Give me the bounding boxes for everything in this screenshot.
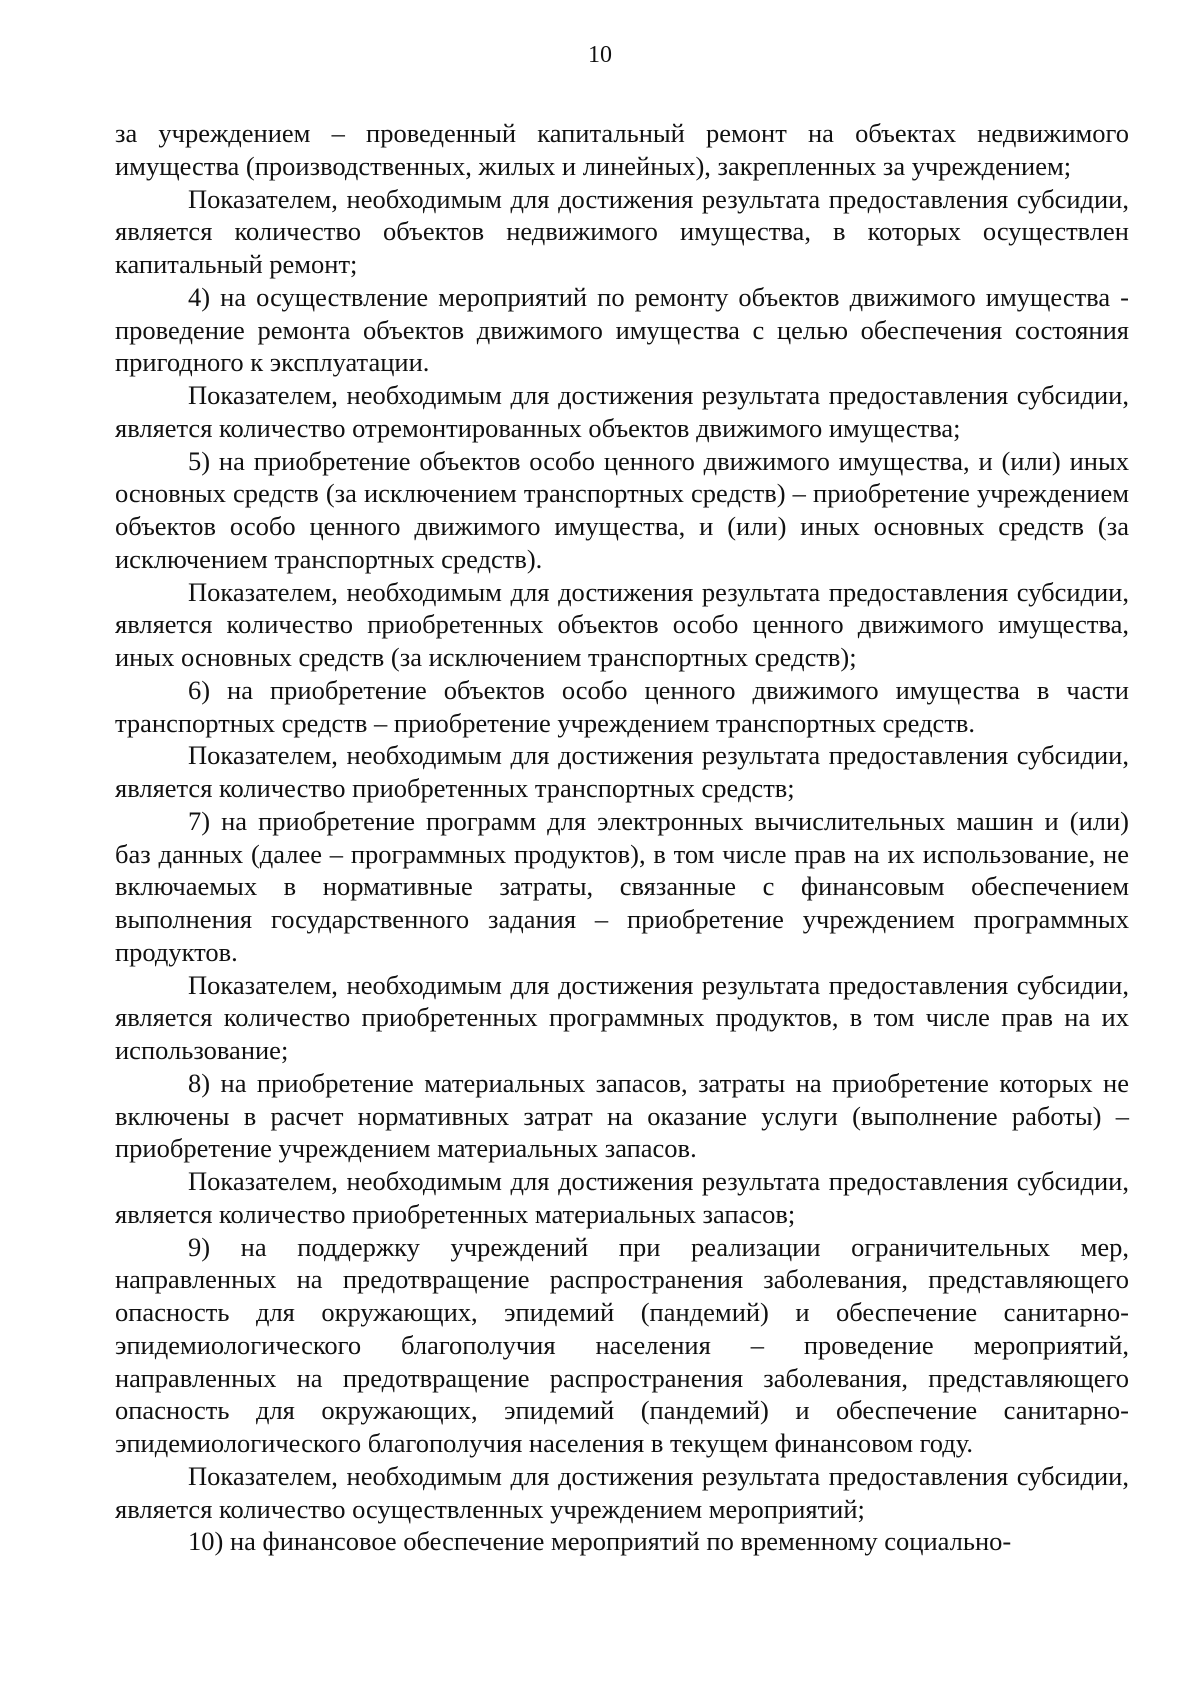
paragraph-5: 5) на приобретение объектов особо ценного движимого имущества, и (или) иных основных средств (за исключением транспортных средств) – приобретение учреждением объектов особо ценного движимого имущества, и (или) иных основных средств (за исключением транспортных средств). [115, 445, 1129, 574]
paragraph-10: Показателем, необходимым для достижения результата предоставления субсидии, является количество приобретенных программных продуктов, в том числе прав на их использование; [115, 969, 1129, 1065]
paragraph-7: 6) на приобретение объектов особо ценного движимого имущества в части транспортных средств – приобретение учреждением транспортных средств. [115, 674, 1129, 738]
page-number: 10 [588, 42, 612, 68]
paragraph-9: 7) на приобретение программ для электронных вычислительных машин и (или) баз данных (далее – программных продуктов), в том числе прав на их использование, не включаемых в нормативные затраты, связанные с финансовым обеспечением выполнения государственного задания – приобретение учреждением программных продуктов. [115, 805, 1129, 967]
paragraph-6: Показателем, необходимым для достижения результата предоставления субсидии, является количество приобретенных объектов особо ценного движимого имущества, иных основных средств (за исключением транспортных средств); [115, 576, 1129, 672]
paragraph-4: Показателем, необходимым для достижения результата предоставления субсидии, является количество отремонтированных объектов движимого имущества; [115, 380, 1129, 443]
paragraph-13: 9) на поддержку учреждений при реализации ограничительных мер, направленных на предотвращение распространения заболевания, представляющего опасность для окружающих, эпидемий (пандемий) и обеспечение санитарно-эпидемиологического благополучия населения – проведение мероприятий, направленных на предотвращение распространения заболевания, представляющего опасность для окружающих, эпидемий (пандемий) и обеспечение санитарно-эпидемиологического благополучия населения в текущем финансовом году. [115, 1231, 1129, 1458]
paragraph-11: 8) на приобретение материальных запасов, затраты на приобретение которых не включены в расчет нормативных затрат на оказание услуги (выполнение работы) – приобретение учреждением материальных запасов. [115, 1067, 1129, 1164]
paragraph-3: 4) на осуществление мероприятий по ремонту объектов движимого имущества - проведение ремонта объектов движимого имущества с целью обеспечения состояния пригодного к эксплуатации. [115, 281, 1129, 378]
paragraph-2: Показателем, необходимым для достижения результата предоставления субсидии, является количество объектов недвижимого имущества, в которых осуществлен капитальный ремонт; [115, 183, 1129, 279]
paragraph-8: Показателем, необходимым для достижения результата предоставления субсидии, является количество приобретенных транспортных средств; [115, 740, 1129, 803]
paragraph-14: Показателем, необходимым для достижения результата предоставления субсидии, является количество осуществленных учреждением мероприятий; [115, 1460, 1129, 1524]
paragraph-12: Показателем, необходимым для достижения результата предоставления субсидии, является количество приобретенных материальных запасов; [115, 1166, 1129, 1229]
paragraph-1: за учреждением – проведенный капитальный ремонт на объектах недвижимого имущества (производственных, жилых и линейных), закрепленных за учреждением; [115, 118, 1129, 181]
document-body [115, 117, 1129, 1558]
paragraph-15: 10) на финансовое обеспечение мероприятий по временному социально- [188, 1526, 1012, 1557]
